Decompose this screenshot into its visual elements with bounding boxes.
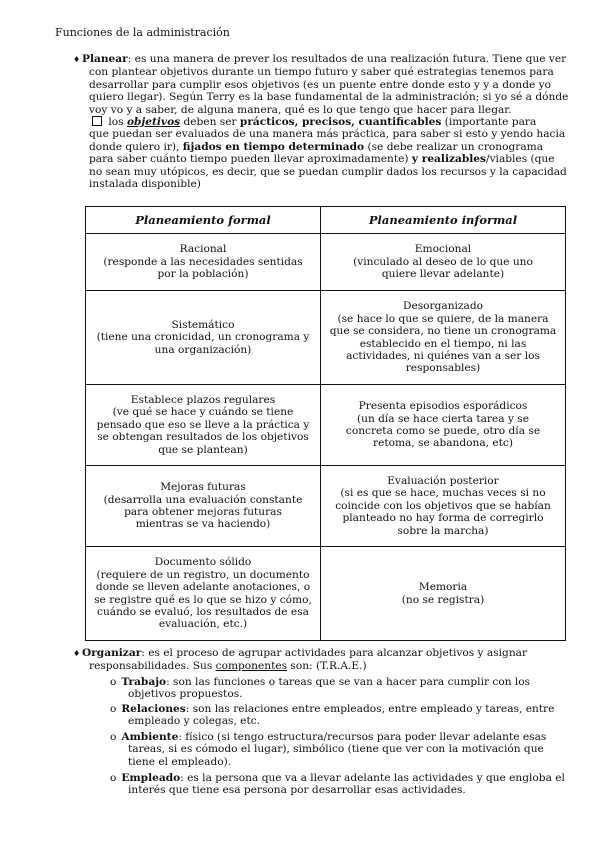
table-cell: Emocional (vinculado al deseo de lo que uno quiere llevar adelante) [321, 234, 566, 291]
circle-bullet-icon: o [110, 703, 117, 715]
circle-bullet-icon: o [110, 676, 117, 688]
table-cell: Memoria (no se registra) [321, 547, 566, 641]
organizar-term: Organizar [82, 647, 142, 659]
table-row [86, 234, 566, 291]
table-row [86, 385, 566, 466]
diamond-bullet-icon: ♦ [73, 649, 81, 658]
table-cell: Establece plazos regulares (ve qué se hace y cuándo se tiene pensado que eso se lleve a la práctica y se obtengan resultados de los objetivos que se plantean) [86, 385, 321, 466]
table-cell: Sistemático (tiene una cronicidad, un cronograma y una organización) [86, 291, 321, 385]
table-row [86, 291, 566, 385]
table-header-row [86, 207, 566, 234]
planear-term: Planear [82, 53, 128, 65]
circle-bullet-icon: o [110, 731, 117, 743]
header-informal: Planeamiento informal [321, 207, 566, 234]
header-formal: Planeamiento formal [86, 207, 321, 234]
list-item: o Ambiente: físico (si tengo estructura/recursos para poder llevar adelante esas tareas, si es cómodo el lugar), simbólico (tiene que ver con la motivación que tiene el empleado). [110, 731, 547, 768]
table-cell: Mejoras futuras (desarrolla una evaluación constante para obtener mejoras futuras mientras se va haciendo) [86, 466, 321, 547]
table-row [86, 466, 566, 547]
planeamiento-table [85, 206, 566, 641]
table-row [86, 547, 566, 641]
planear-section: ♦ Planear: es una manera de prever los resultados de una realización futura. Tiene que ver con plantear objetivos durante un tiempo futuro y saber qué estrategias tenemos para desarrollar para cumplir esos objetivos (es un puente entre donde esto y y a donde yo quiero llegar). Según Terry es la base fundamental de la administración; si yo sé a dónde voy vo y a saber, de alguna manera, qué es lo que tengo que hacer para llegar. los objetivos deben ser prácticos, precisos, cuantificables (importante para que puedan ser evaluados de una manera más práctica, para saber si esto y yendo hacia donde quiero ir), fijados en tiempo determinado (se debe realizar un cronograma para saber cuánto tiempo pueden llevar aproximadamente) y realizables/viables (que no sean muy utópicos, es decir, que se puedan cumplir dados los recursos y la capacidad instalada disponible) [73, 53, 569, 191]
list-item: o Empleado: es la persona que va a llevar adelante las actividades y que engloba el interés que tiene esa persona por desarrollar esas actividades. [110, 772, 565, 797]
circle-bullet-icon: o [110, 772, 117, 784]
objetivos-term: objetivos [126, 116, 181, 129]
organizar-section: ♦ Organizar: es el proceso de agrupar actividades para alcanzar objetivos y asignar responsabilidades. Sus componentes son: (T.R.A.E.) [73, 647, 528, 673]
diamond-bullet-icon: ♦ [73, 55, 81, 64]
list-item: o Relaciones: son las relaciones entre empleados, entre empleado y tareas, entre empleado y colegas, etc. [110, 703, 555, 728]
table-cell: Racional (responde a las necesidades sentidas por la población) [86, 234, 321, 291]
table-cell: Presenta episodios esporádicos (un día se hace cierta tarea y se concreta como se puede, otro día se retoma, se abandona, etc) [321, 385, 566, 466]
table-cell: Documento sólido (requiere de un registro, un documento donde se lleven adelante anotaciones, o se registre qué es lo que se hizo y cómo, cuándo se evaluó, los resultados de esa evaluación, etc.) [86, 547, 321, 641]
page-title: Funciones de la administración [55, 26, 230, 39]
list-item: o Trabajo: son las funciones o tareas que se van a hacer para cumplir con los objetivos propuestos. [110, 676, 531, 701]
checkbox-icon [92, 116, 102, 126]
table-cell: Evaluación posterior (si es que se hace, muchas veces si no coincide con los objetivos que se habían planteado no hay forma de corregirlo sobre la marcha) [321, 466, 566, 547]
table-cell: Desorganizado (se hace lo que se quiere, de la manera que se considera, no tiene un cronograma establecido en el tiempo, ni las actividades, ni quiénes van a ser los responsables) [321, 291, 566, 385]
